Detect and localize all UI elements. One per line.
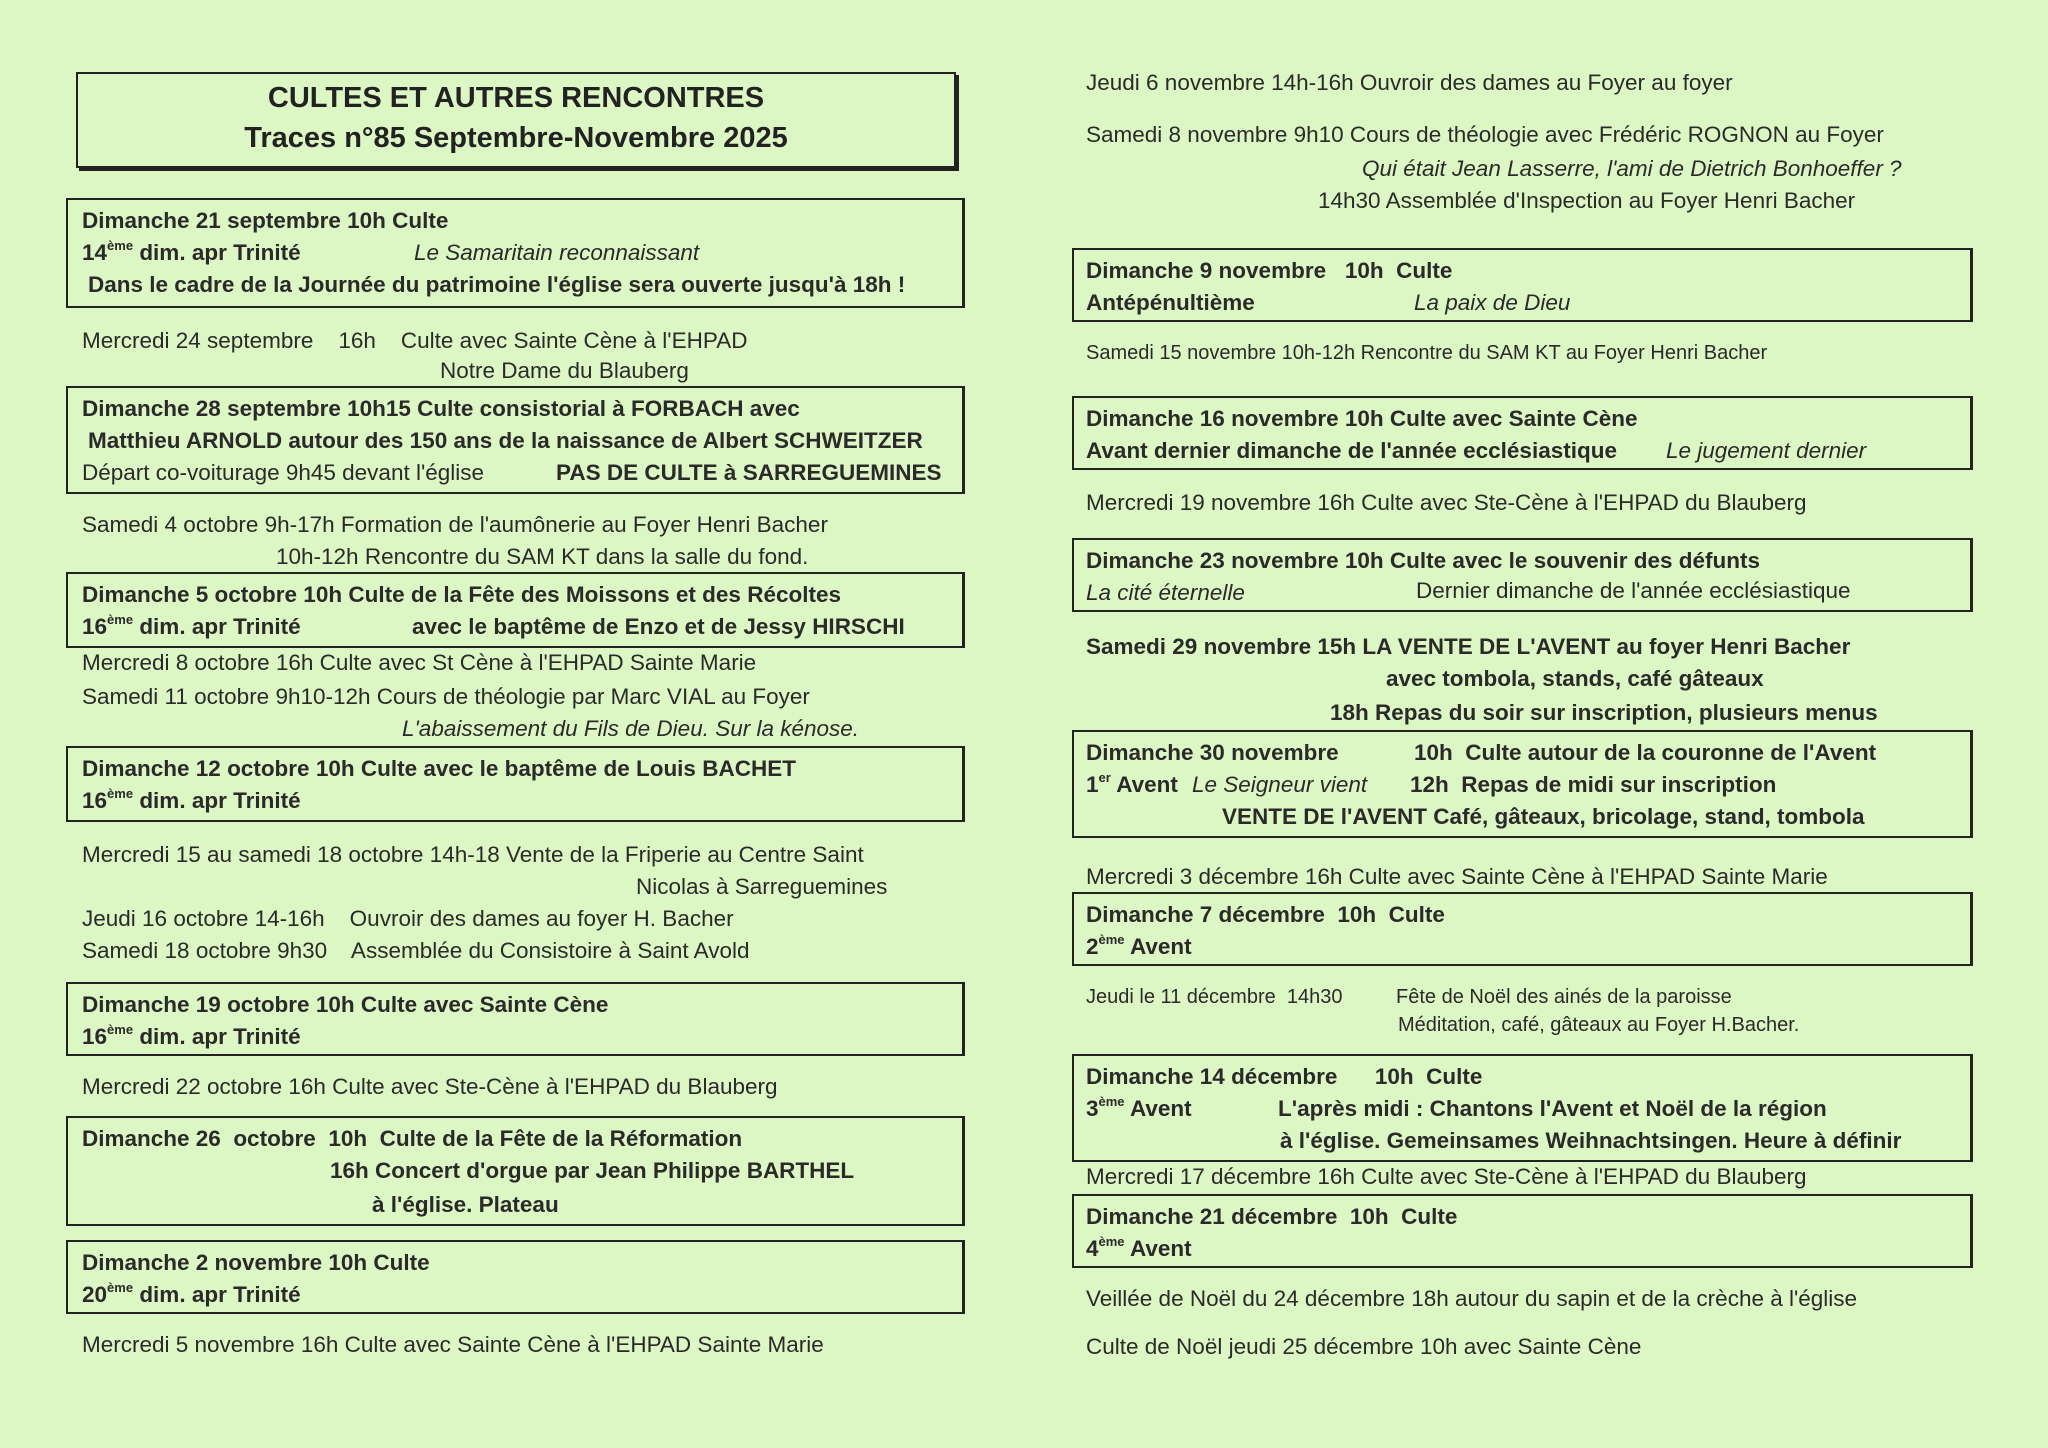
event-line: Le jugement dernier [1666, 438, 1867, 463]
event-line: Veillée de Noël du 24 décembre 18h autour du sapin et de la crèche à l'église [1086, 1286, 1858, 1311]
event-line: L'après midi : Chantons l'Avent et Noël de la région [1278, 1096, 1827, 1121]
event-note: Dans le cadre de la Journée du patrimoine l'église sera ouverte jusqu'à 18h ! [88, 272, 906, 297]
sunday-label: 16ème dim. apr Trinité [82, 612, 301, 639]
event-line: Dimanche 12 octobre 10h Culte avec le baptême de Louis BACHET [82, 756, 796, 781]
event-line: La paix de Dieu [1414, 290, 1571, 315]
event-line: Mercredi 5 novembre 16h Culte avec Sainte Cène à l'EHPAD Sainte Marie [82, 1332, 824, 1357]
event-line: Fête de Noël des ainés de la paroisse [1396, 986, 1732, 1008]
event-line: Jeudi 6 novembre 14h-16h Ouvroir des dames au Foyer au foyer [1086, 70, 1733, 95]
event-line: 18h Repas du soir sur inscription, plusieurs menus [1330, 700, 1878, 725]
sunday-label: 16ème dim. apr Trinité [82, 1022, 301, 1049]
event-line: Mercredi 22 octobre 16h Culte avec Ste-Cène à l'EHPAD du Blauberg [82, 1074, 778, 1099]
event-line: Notre Dame du Blauberg [440, 358, 689, 383]
event-line: Mercredi 19 novembre 16h Culte avec Ste-Cène à l'EHPAD du Blauberg [1086, 490, 1807, 515]
sunday-label: 16ème dim. apr Trinité [82, 786, 301, 813]
event-line: Jeudi le 11 décembre 14h30 [1086, 986, 1343, 1008]
event-line: Mercredi 3 décembre 16h Culte avec Sainte Cène à l'EHPAD Sainte Marie [1086, 864, 1828, 889]
page-title: CULTES ET AUTRES RENCONTRES [267, 82, 765, 114]
event-line: Antépénultième [1086, 290, 1255, 315]
event-line: Dimanche 5 octobre 10h Culte de la Fête des Moissons et des Récoltes [82, 582, 841, 607]
event-line: VENTE DE l'AVENT Café, gâteaux, bricolage, stand, tombola [1222, 804, 1865, 829]
event-line: Dimanche 21 décembre 10h Culte [1086, 1204, 1458, 1229]
event-line: 14h30 Assemblée d'Inspection au Foyer Henri Bacher [1318, 188, 1856, 213]
event-line: L'abaissement du Fils de Dieu. Sur la kénose. [402, 716, 860, 741]
event-line: Dimanche 16 novembre 10h Culte avec Sainte Cène [1086, 406, 1638, 431]
event-line: Dimanche 2 novembre 10h Culte [82, 1250, 430, 1275]
title-box [76, 72, 956, 168]
event-line: Jeudi 16 octobre 14-16h Ouvroir des dames au foyer H. Bacher [82, 906, 734, 931]
event-line: Mercredi 17 décembre 16h Culte avec Ste-Cène à l'EHPAD du Blauberg [1086, 1164, 1807, 1189]
sunday-label: 20ème dim. apr Trinité [82, 1280, 301, 1307]
event-line: avec le baptême de Enzo et de Jessy HIRSCHI [412, 614, 905, 639]
event-line: avec tombola, stands, café gâteaux [1386, 666, 1764, 691]
event-line: PAS DE CULTE à SARREGUEMINES [556, 460, 942, 485]
event-line: Nicolas à Sarreguemines [636, 874, 888, 899]
event-line: Dimanche 9 novembre 10h Culte [1086, 258, 1453, 283]
event-line: Culte de Noël jeudi 25 décembre 10h avec Sainte Cène [1086, 1334, 1642, 1359]
event-line: Samedi 11 octobre 9h10-12h Cours de théologie par Marc VIAL au Foyer [82, 684, 810, 709]
event-line: Matthieu ARNOLD autour des 150 ans de la naissance de Albert SCHWEITZER [88, 428, 923, 453]
page-subtitle: Traces n°85 Septembre-Novembre 2025 [244, 122, 788, 154]
event-line: Dernier dimanche de l'année ecclésiastique [1416, 578, 1851, 603]
event-line: Dimanche 26 octobre 10h Culte de la Fête de la Réformation [82, 1126, 743, 1151]
event-line: Avant dernier dimanche de l'année ecclésiastique [1086, 438, 1617, 463]
event-line: 16h Concert d'orgue par Jean Philippe BARTHEL [330, 1158, 855, 1183]
event-line: Mercredi 8 octobre 16h Culte avec St Cène à l'EHPAD Sainte Marie [82, 650, 757, 675]
avent-label: 1er Avent [1086, 770, 1178, 797]
event-line: Samedi 15 novembre 10h-12h Rencontre du SAM KT au Foyer Henri Bacher [1086, 342, 1768, 364]
event-theme: Le Seigneur vient [1192, 772, 1368, 797]
event-line: 12h Repas de midi sur inscription [1410, 772, 1777, 797]
event-line: Dimanche 14 décembre 10h Culte [1086, 1064, 1483, 1089]
event-line: Méditation, café, gâteaux au Foyer H.Bacher. [1398, 1014, 1800, 1036]
event-line: Dimanche 28 septembre 10h15 Culte consistorial à FORBACH avec [82, 396, 800, 421]
event-line: Samedi 4 octobre 9h-17h Formation de l'aumônerie au Foyer Henri Bacher [82, 512, 828, 537]
avent-label: 4ème Avent [1086, 1234, 1192, 1261]
event-theme: Le Samaritain reconnaissant [414, 240, 700, 265]
avent-label: 3ème Avent [1086, 1094, 1192, 1121]
avent-label: 2ème Avent [1086, 932, 1192, 959]
event-date: Dimanche 21 septembre 10h Culte [82, 208, 449, 233]
event-line: Dimanche 19 octobre 10h Culte avec Sainte Cène [82, 992, 609, 1017]
event-line: Samedi 18 octobre 9h30 Assemblée du Consistoire à Saint Avold [82, 938, 750, 963]
event-line: Dimanche 30 novembre [1086, 740, 1339, 765]
event-line: Samedi 29 novembre 15h LA VENTE DE L'AVENT au foyer Henri Bacher [1086, 634, 1851, 659]
event-line: 10h Culte autour de la couronne de l'Avent [1414, 740, 1877, 765]
event-line: Mercredi 15 au samedi 18 octobre 14h-18 Vente de la Friperie au Centre Saint [82, 842, 864, 867]
event-line: Mercredi 24 septembre 16h Culte avec Sainte Cène à l'EHPAD [82, 328, 748, 353]
event-line: Dimanche 7 décembre 10h Culte [1086, 902, 1445, 927]
event-line: Samedi 8 novembre 9h10 Cours de théologie avec Frédéric ROGNON au Foyer [1086, 122, 1884, 147]
event-line: à l'église. Gemeinsames Weihnachtsingen. Heure à définir [1280, 1128, 1902, 1153]
event-line: La cité éternelle [1086, 580, 1245, 605]
event-line: Qui était Jean Lasserre, l'ami de Dietrich Bonhoeffer ? [1362, 156, 1902, 181]
event-line: 10h-12h Rencontre du SAM KT dans la salle du fond. [276, 544, 809, 569]
event-line: Départ co-voiturage 9h45 devant l'église [82, 460, 485, 485]
event-line: à l'église. Plateau [372, 1192, 559, 1217]
sunday-label: 14ème dim. apr Trinité [82, 238, 301, 265]
event-line: Dimanche 23 novembre 10h Culte avec le souvenir des défunts [1086, 548, 1760, 573]
